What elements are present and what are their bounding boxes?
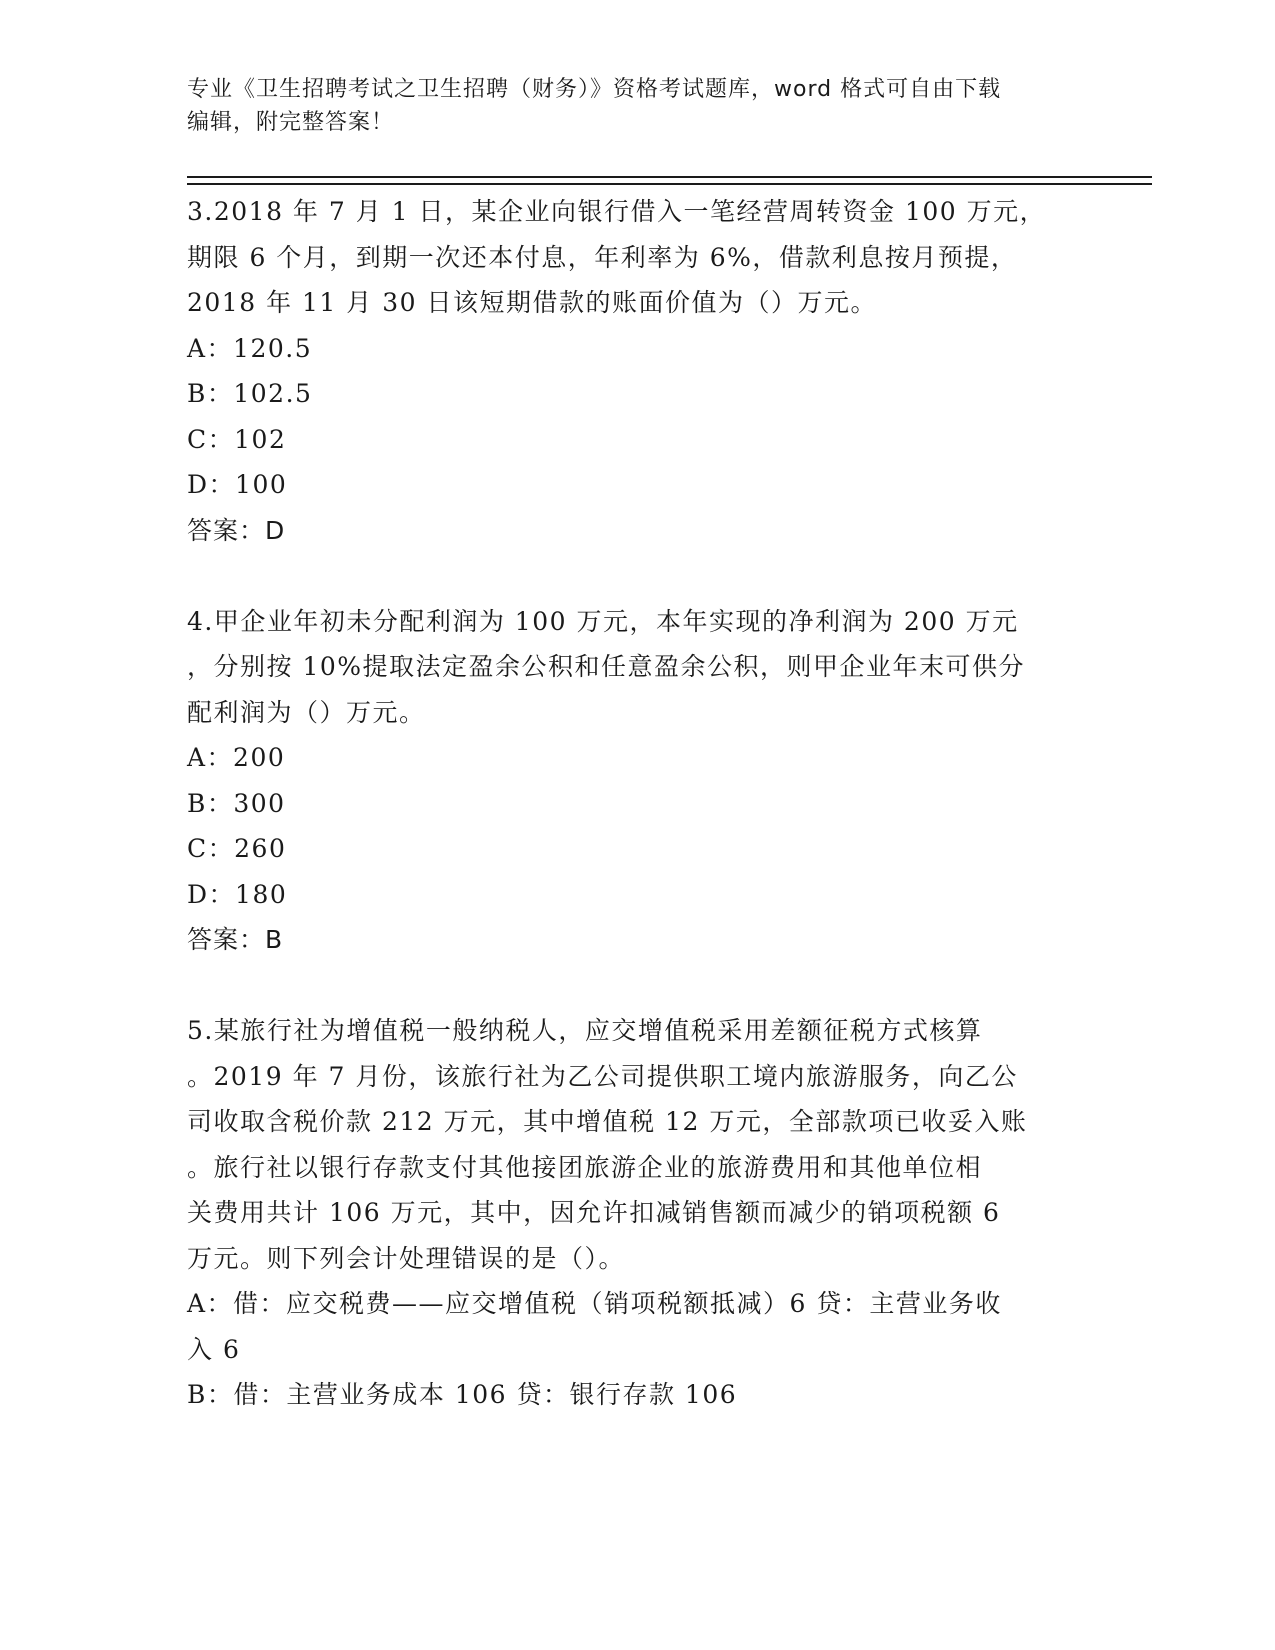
question-text-line: 。2019 年 7 月份，该旅行社为乙公司提供职工境内旅游服务，向乙公 — [187, 1061, 1018, 1091]
question-text-line: 配利润为（）万元。 — [187, 697, 426, 727]
header-divider-top — [187, 176, 1152, 178]
option-b: B：借：主营业务成本 106 贷：银行存款 106 — [187, 1380, 738, 1409]
question-text-line: ，分别按 10%提取法定盈余公积和任意盈余公积，则甲企业年末可供分 — [187, 652, 1026, 681]
header-line-1: 专业《卫生招聘考试之卫生招聘（财务）》资格考试题库，word 格式可自由下载 — [187, 77, 1002, 102]
question-4 — [187, 599, 1087, 963]
question-text-line: 2018 年 11 月 30 日该短期借款的账面价值为（）万元。 — [187, 288, 877, 317]
header-divider-bottom — [187, 183, 1152, 185]
document-header — [187, 73, 1087, 139]
option-d: D：180 — [187, 879, 288, 909]
question-text-line: 司收取含税价款 212 万元，其中增值税 12 万元，全部款项已收妥入账 — [187, 1107, 1028, 1136]
question-3 — [187, 189, 1087, 553]
question-spacer — [187, 553, 1087, 599]
question-5 — [187, 1008, 1087, 1418]
question-text-line: 4.甲企业年初未分配利润为 100 万元，本年实现的净利润为 200 万元 — [187, 606, 1019, 636]
question-text-line: 万元。则下列会计处理错误的是（）。 — [187, 1243, 626, 1273]
header-line-2: 编辑，附完整答案！ — [187, 110, 395, 135]
option-b: B：300 — [187, 788, 286, 818]
option-a: A：200 — [187, 743, 286, 772]
answer-line: 答案：D — [187, 515, 286, 545]
option-c: C：260 — [187, 834, 287, 863]
question-list — [187, 189, 1087, 1418]
option-a: A：120.5 — [187, 333, 313, 363]
question-text-line: 。旅行社以银行存款支付其他接团旅游企业的旅游费用和其他单位相 — [187, 1152, 983, 1182]
option-b: B：102.5 — [187, 379, 313, 408]
question-text-line: 3.2018 年 7 月 1 日，某企业向银行借入一笔经营周转资金 100 万元， — [187, 197, 1047, 226]
answer-line: 答案：B — [187, 925, 284, 954]
option-d: D：100 — [187, 470, 288, 499]
question-text-line: 期限 6 个月，到期一次还本付息，年利率为 6%，借款利息按月预提， — [187, 242, 1018, 272]
option-c: C：102 — [187, 424, 287, 454]
option-a-continued: 入 6 — [187, 1334, 241, 1364]
question-text-line: 5.某旅行社为增值税一般纳税人，应交增值税采用差额征税方式核算 — [187, 1016, 983, 1045]
question-spacer — [187, 963, 1087, 1009]
option-a: A：借：应交税费——应交增值税（销项税额抵减）6 贷：主营业务收 — [187, 1289, 1002, 1318]
question-text-line: 关费用共计 106 万元，其中，因允许扣减销售额而减少的销项税额 6 — [187, 1198, 1001, 1227]
